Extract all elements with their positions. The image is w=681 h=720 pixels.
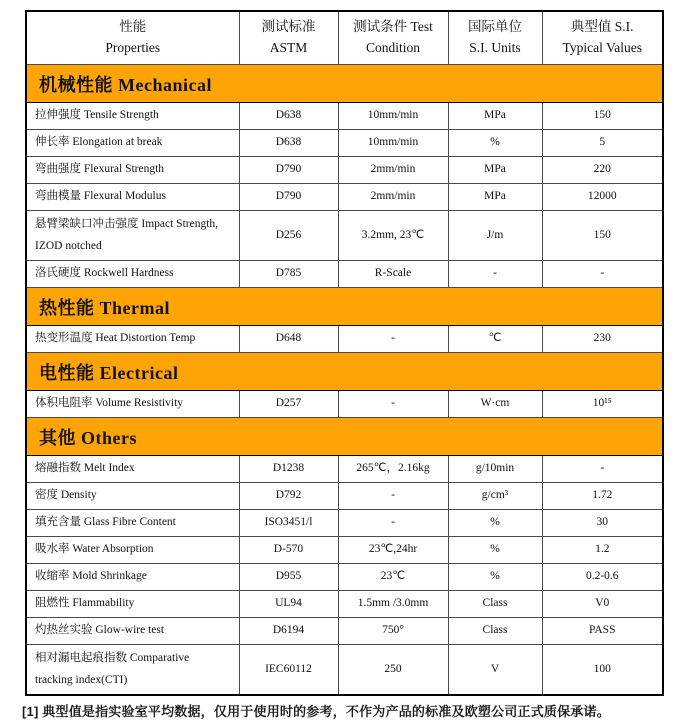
cell-property: 填充含量 Glass Fibre Content: [26, 510, 239, 537]
cell-property: 热变形温度 Heat Distortion Temp: [26, 326, 239, 353]
footnote: [1] 典型值是指实验室平均数据，仅用于使用时的参考，不作为产品的标准及欧塑公司正式质保承诺。: [22, 704, 610, 719]
cell-value: 230: [542, 326, 663, 353]
table-row: [26, 261, 663, 288]
cell-condition: 10mm/min: [338, 130, 448, 157]
cell-standard: D792: [239, 483, 338, 510]
column-header: [542, 11, 663, 65]
cell-property: 弯曲模量 Flexural Modulus: [26, 184, 239, 211]
cell-property: 熔融指数 Melt Index: [26, 456, 239, 483]
table-row: [26, 483, 663, 510]
cell-condition: 23℃: [338, 564, 448, 591]
section-title: 热性能 Thermal: [26, 288, 663, 326]
column-header-line1: 性能: [119, 19, 147, 35]
section-title: 电性能 Electrical: [26, 353, 663, 391]
cell-value: 0.2-0.6: [542, 564, 663, 591]
cell-standard: UL94: [239, 591, 338, 618]
cell-condition: 10mm/min: [338, 103, 448, 130]
cell-condition: 265℃，2.16kg: [338, 456, 448, 483]
column-header-line1: 测试标准: [261, 19, 316, 35]
properties-table: [25, 10, 664, 696]
cell-value: 220: [542, 157, 663, 184]
table-header: [26, 11, 663, 65]
cell-property: 相对漏电起痕指数 Comparative tracking index(CTI): [26, 645, 239, 696]
cell-unit: MPa: [448, 157, 542, 184]
cell-unit: -: [448, 261, 542, 288]
cell-unit: W·cm: [448, 391, 542, 418]
table-body: [26, 65, 663, 696]
cell-property: 密度 Density: [26, 483, 239, 510]
cell-unit: g/10min: [448, 456, 542, 483]
table-row: [26, 537, 663, 564]
cell-property: 伸长率 Elongation at break: [26, 130, 239, 157]
cell-value: 30: [542, 510, 663, 537]
cell-condition: -: [338, 391, 448, 418]
cell-condition: 2mm/min: [338, 157, 448, 184]
cell-standard: ISO3451/l: [239, 510, 338, 537]
cell-standard: D955: [239, 564, 338, 591]
section-row: [26, 418, 663, 456]
section-title: 机械性能 Mechanical: [26, 65, 663, 103]
column-header-line1: 典型值 S.I.: [570, 19, 634, 35]
cell-condition: 250: [338, 645, 448, 696]
table-row: [26, 391, 663, 418]
cell-property: 收缩率 Mold Shrinkage: [26, 564, 239, 591]
cell-condition: 2mm/min: [338, 184, 448, 211]
cell-standard: D648: [239, 326, 338, 353]
cell-unit: %: [448, 537, 542, 564]
header-row: [26, 11, 663, 65]
cell-property: 灼热丝实验 Glow-wire test: [26, 618, 239, 645]
column-header-line2: S.I. Units: [469, 40, 521, 55]
section-row: [26, 353, 663, 391]
table-row: [26, 211, 663, 261]
cell-condition: 23℃,24hr: [338, 537, 448, 564]
cell-unit: %: [448, 564, 542, 591]
cell-standard: D638: [239, 130, 338, 157]
cell-unit: %: [448, 510, 542, 537]
cell-standard: D-570: [239, 537, 338, 564]
cell-value: 1.2: [542, 537, 663, 564]
cell-condition: -: [338, 483, 448, 510]
cell-value: -: [542, 261, 663, 288]
section-row: [26, 288, 663, 326]
cell-standard: D257: [239, 391, 338, 418]
cell-unit: V: [448, 645, 542, 696]
column-header: [338, 11, 448, 65]
cell-property: 吸水率 Water Absorption: [26, 537, 239, 564]
section-title: 其他 Others: [26, 418, 663, 456]
cell-property: 拉伸强度 Tensile Strength: [26, 103, 239, 130]
column-header: [26, 11, 239, 65]
cell-condition: -: [338, 326, 448, 353]
table-row: [26, 618, 663, 645]
cell-condition: 1.5mm /3.0mm: [338, 591, 448, 618]
table-row: [26, 157, 663, 184]
cell-value: 1.72: [542, 483, 663, 510]
cell-unit: ℃: [448, 326, 542, 353]
cell-property: 悬臂梁缺口冲击强度 Impact Strength, IZOD notched: [26, 211, 239, 261]
column-header: [448, 11, 542, 65]
cell-standard: D785: [239, 261, 338, 288]
table-row: [26, 564, 663, 591]
column-header-line1: 测试条件 Test: [353, 19, 433, 35]
cell-standard: D256: [239, 211, 338, 261]
cell-standard: D790: [239, 184, 338, 211]
cell-condition: 750°: [338, 618, 448, 645]
cell-unit: %: [448, 130, 542, 157]
cell-standard: D6194: [239, 618, 338, 645]
cell-unit: MPa: [448, 103, 542, 130]
cell-value: 150: [542, 103, 663, 130]
column-header-line2: ASTM: [269, 40, 308, 55]
cell-property: 体积电阻率 Volume Resistivity: [26, 391, 239, 418]
cell-standard: D790: [239, 157, 338, 184]
cell-value: 10¹⁵: [542, 391, 663, 418]
cell-value: -: [542, 456, 663, 483]
cell-value: 12000: [542, 184, 663, 211]
table-row: [26, 456, 663, 483]
cell-standard: D1238: [239, 456, 338, 483]
cell-condition: 3.2mm, 23℃: [338, 211, 448, 261]
column-header-line2: Typical Values: [562, 40, 642, 55]
cell-property: 阻燃性 Flammability: [26, 591, 239, 618]
table-row: [26, 591, 663, 618]
cell-unit: g/cm³: [448, 483, 542, 510]
column-header-line2: Properties: [105, 40, 161, 55]
table-row: [26, 130, 663, 157]
cell-standard: IEC60112: [239, 645, 338, 696]
cell-property: 洛氏硬度 Rockwell Hardness: [26, 261, 239, 288]
table-row: [26, 645, 663, 696]
cell-unit: J/m: [448, 211, 542, 261]
cell-property: 弯曲强度 Flexural Strength: [26, 157, 239, 184]
cell-condition: R-Scale: [338, 261, 448, 288]
cell-value: PASS: [542, 618, 663, 645]
table-row: [26, 510, 663, 537]
cell-standard: D638: [239, 103, 338, 130]
cell-unit: MPa: [448, 184, 542, 211]
column-header: [239, 11, 338, 65]
column-header-line2: Condition: [365, 40, 420, 55]
cell-value: 5: [542, 130, 663, 157]
cell-value: V0: [542, 591, 663, 618]
table-row: [26, 103, 663, 130]
cell-unit: Class: [448, 591, 542, 618]
cell-unit: Class: [448, 618, 542, 645]
cell-value: 100: [542, 645, 663, 696]
cell-condition: -: [338, 510, 448, 537]
column-header-line1: 国际单位: [468, 19, 522, 35]
section-row: [26, 65, 663, 103]
cell-value: 150: [542, 211, 663, 261]
table-row: [26, 184, 663, 211]
table-row: [26, 326, 663, 353]
